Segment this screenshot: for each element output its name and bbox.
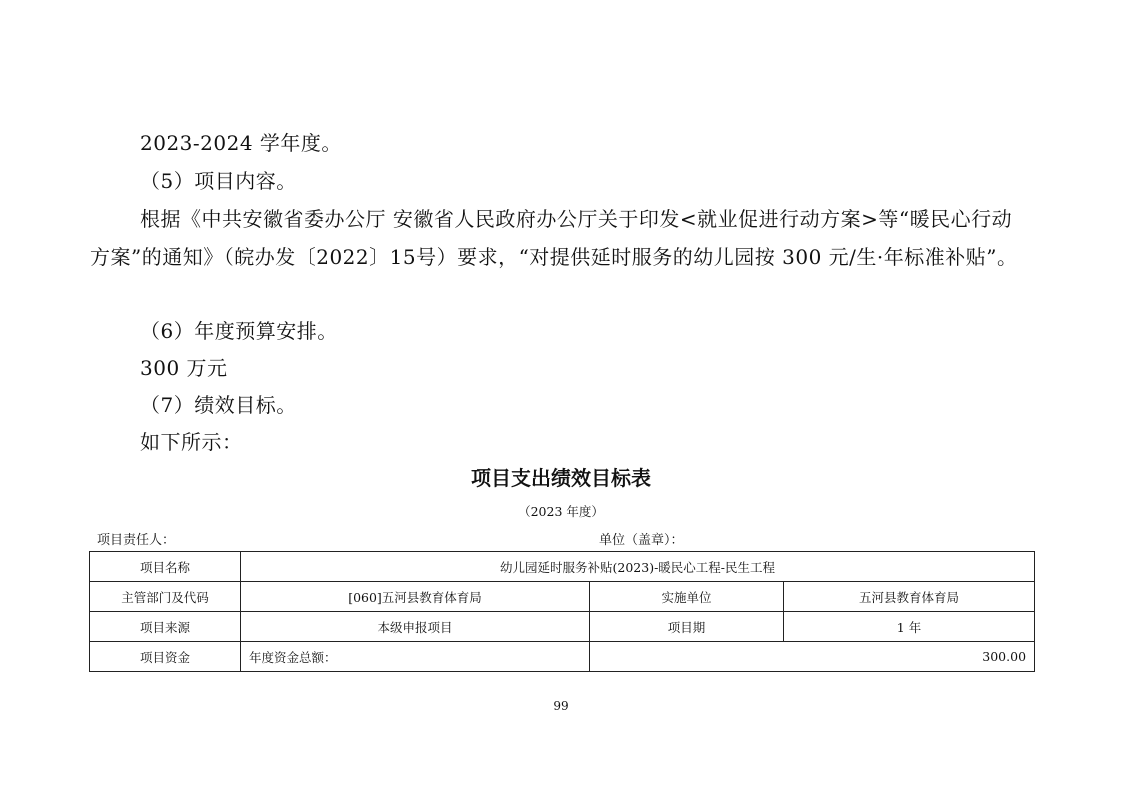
table-title: 项目支出绩效目标表 bbox=[471, 466, 651, 490]
implementing-unit-value: 五河县教育体育局 bbox=[784, 582, 1035, 612]
implementing-unit-label: 实施单位 bbox=[590, 582, 784, 612]
performance-target-table bbox=[89, 551, 1035, 672]
department-value: [060]五河县教育体育局 bbox=[241, 582, 590, 612]
table-row bbox=[90, 552, 1035, 582]
heading-annual-budget: （6）年度预算安排。 bbox=[140, 319, 338, 343]
table-row bbox=[90, 612, 1035, 642]
project-name-label: 项目名称 bbox=[90, 552, 241, 582]
department-label: 主管部门及代码 bbox=[90, 582, 241, 612]
heading-project-content: （5）项目内容。 bbox=[140, 169, 297, 193]
heading-performance-target: （7）绩效目标。 bbox=[140, 393, 297, 417]
annual-funds-total-label: 年度资金总额： bbox=[241, 642, 590, 672]
page-number: 99 bbox=[553, 699, 569, 713]
project-source-label: 项目来源 bbox=[90, 612, 241, 642]
paragraph-project-basis: 根据《中共安徽省委办公厅 安徽省人民政府办公厅关于印发<就业促进行动方案>等“暖民心行动方案”的通知》（皖办发〔2022〕15号）要求，“对提供延时服务的幼儿园按 300 元/生·年标准补贴”。 bbox=[90, 207, 1018, 269]
paragraph-budget-amount: 300 万元 bbox=[140, 356, 228, 380]
project-period-label: 项目期 bbox=[590, 612, 784, 642]
table-row bbox=[90, 642, 1035, 672]
paragraph-as-follows: 如下所示： bbox=[140, 430, 243, 454]
table-row bbox=[90, 582, 1035, 612]
unit-seal-label: 单位（盖章）： bbox=[599, 533, 684, 548]
paragraph-school-year: 2023-2024 学年度。 bbox=[140, 131, 342, 155]
table-year: （2023 年度） bbox=[518, 504, 604, 519]
project-period-value: 1 年 bbox=[784, 612, 1035, 642]
project-name-value: 幼儿园延时服务补贴(2023)-暖民心工程-民生工程 bbox=[241, 552, 1035, 582]
responsible-person-label: 项目责任人： bbox=[97, 533, 176, 548]
project-funds-label: 项目资金 bbox=[90, 642, 241, 672]
project-source-value: 本级申报项目 bbox=[241, 612, 590, 642]
annual-funds-total-value: 300.00 bbox=[590, 642, 1035, 672]
